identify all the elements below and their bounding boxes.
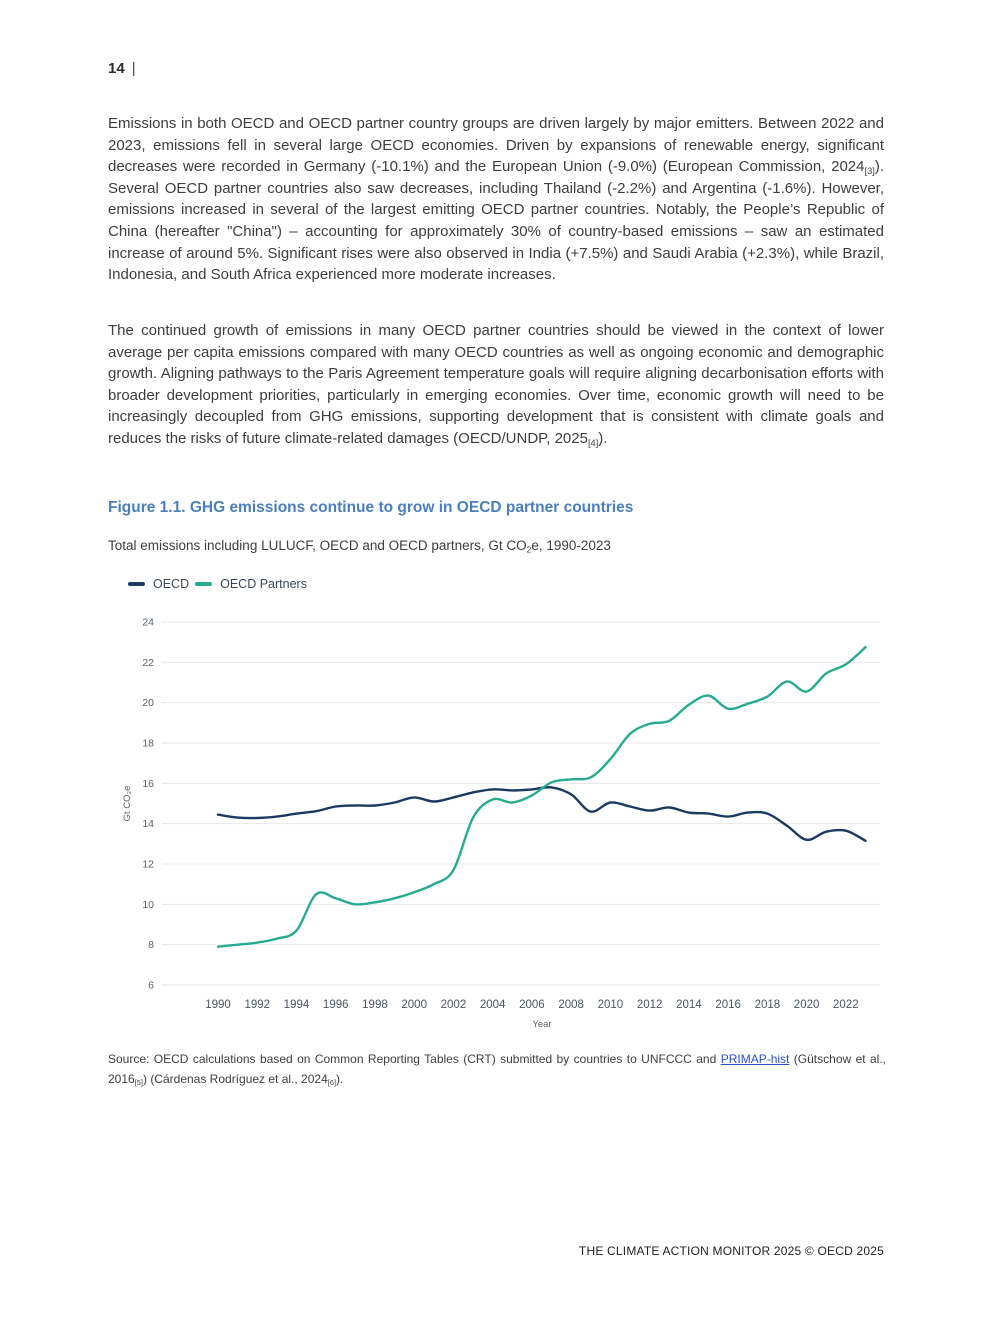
text-segment: Total emissions including LULUCF, OECD and OECD partners, Gt CO: [108, 538, 527, 553]
oecd-series-line: [218, 787, 866, 841]
body-paragraph-1: [108, 113, 884, 286]
text-segment: ). Several OECD partner countries also saw decreases, including Thailand (-2.2%) and Argentina (-1.6%). However, emissions increased in several of the largest emitting OECD partner countries. Notably, the People’s Republic of China (hereafter "China") – accounting for approximately 30% of country-based emissions – saw an estimated increase of around 5%. Significant rises were also observed in India (+7.5%) and Saudi Arabia (+2.3%), while Brazil, Indonesia, and South Africa experienced more moderate increases.: [108, 158, 884, 284]
text-segment: ) (Cárdenas Rodríguez et al., 2024: [142, 1071, 328, 1086]
x-tick-label: 1996: [322, 999, 349, 1011]
y-tick-label: 8: [148, 939, 154, 952]
x-tick-label: 2012: [636, 999, 663, 1011]
reference-subscript: 2: [526, 544, 532, 555]
y-tick-label: 20: [142, 697, 154, 710]
y-tick-label: 22: [142, 656, 154, 669]
source-note: [108, 1050, 886, 1089]
x-tick-label: 2008: [558, 999, 584, 1011]
x-tick-label: 1992: [244, 999, 271, 1011]
y-tick-label: 24: [142, 616, 154, 629]
x-tick-label: 1998: [362, 999, 388, 1011]
chart-legend: [128, 576, 313, 592]
x-tick-label: 2022: [833, 999, 859, 1011]
x-tick-label: 2014: [676, 999, 702, 1011]
x-axis-label: Year: [532, 1019, 552, 1030]
y-tick-label: 16: [142, 777, 154, 790]
page-number: [108, 60, 136, 77]
x-tick-label: 2000: [401, 999, 427, 1011]
legend-label-oecd-partners: OECD Partners: [220, 577, 307, 591]
legend-item-oecd: [128, 577, 189, 591]
x-tick-label: 2020: [793, 999, 820, 1011]
y-axis-label: Gt CO₂e: [122, 785, 133, 822]
reference-subscript: [6]: [327, 1077, 337, 1087]
page-footer: THE CLIMATE ACTION MONITOR 2025 © OECD 2025: [578, 1244, 884, 1258]
x-tick-label: 1994: [283, 999, 310, 1011]
text-segment: Source: OECD calculations based on Common Reporting Tables (CRT) submitted by countries to UNFCCC and: [108, 1052, 721, 1066]
page-number-value: 14: [108, 60, 125, 77]
y-tick-label: 10: [142, 898, 154, 911]
x-tick-label: 2004: [479, 999, 506, 1011]
text-segment: (Gütschow et al., 2016: [108, 1052, 887, 1086]
body-paragraph-2: [108, 320, 884, 450]
x-tick-label: 2010: [597, 999, 624, 1011]
y-tick-label: 18: [142, 737, 154, 750]
x-tick-label: 2006: [519, 999, 545, 1011]
y-tick-label: 12: [142, 858, 154, 871]
y-tick-label: 14: [142, 818, 154, 831]
x-tick-label: 2002: [440, 999, 467, 1011]
text-segment: ).: [336, 1071, 344, 1086]
oecd-partners-series-line: [218, 647, 866, 947]
x-tick-label: 2018: [754, 999, 781, 1011]
x-tick-label: 2016: [715, 999, 741, 1011]
reference-subscript: [3]: [864, 165, 875, 176]
figure-subtitle: [108, 538, 884, 553]
legend-marker-oecd-partners: [195, 582, 212, 586]
primap-hist-link[interactable]: PRIMAP-hist: [720, 1052, 790, 1066]
text-segment: ).: [598, 429, 608, 447]
text-segment: Emissions in both OECD and OECD partner country groups are driven largely by major emitters. Between 2022 and 2023, emissions fell in several large OECD economies. Driven by expansions of renewable energy, significant decreases were recorded in Germany (-10.1%) and the European Union (-9.0%) (European Commission, 2024: [108, 115, 884, 176]
x-tick-label: 1990: [205, 999, 231, 1011]
text-segment: e, 1990-2023: [531, 538, 611, 553]
legend-item-oecd-partners: [195, 577, 307, 591]
emissions-line-chart: [110, 598, 890, 1043]
legend-label-oecd: OECD: [153, 577, 190, 591]
page-number-separator: |: [131, 60, 136, 77]
legend-marker-oecd: [128, 582, 145, 586]
reference-subscript: [4]: [587, 437, 599, 448]
reference-subscript: [5]: [134, 1077, 143, 1087]
text-segment: The continued growth of emissions in many OECD partner countries should be viewed in the context of lower average per capita emissions compared with many OECD countries as well as ongoing economic and demographic growth. Aligning pathways to the Paris Agreement temperature goals will require aligning decarbonisation efforts with broader development priorities, particularly in emerging economies. Over time, economic growth will need to be increasingly decoupled from GHG emissions, supporting development that is consistent with climate goals and reduces the risks of future climate-related damages (OECD/UNDP, 2025: [108, 322, 884, 447]
y-tick-label: 6: [148, 979, 154, 992]
figure-title: Figure 1.1. GHG emissions continue to grow in OECD partner countries: [108, 499, 634, 516]
